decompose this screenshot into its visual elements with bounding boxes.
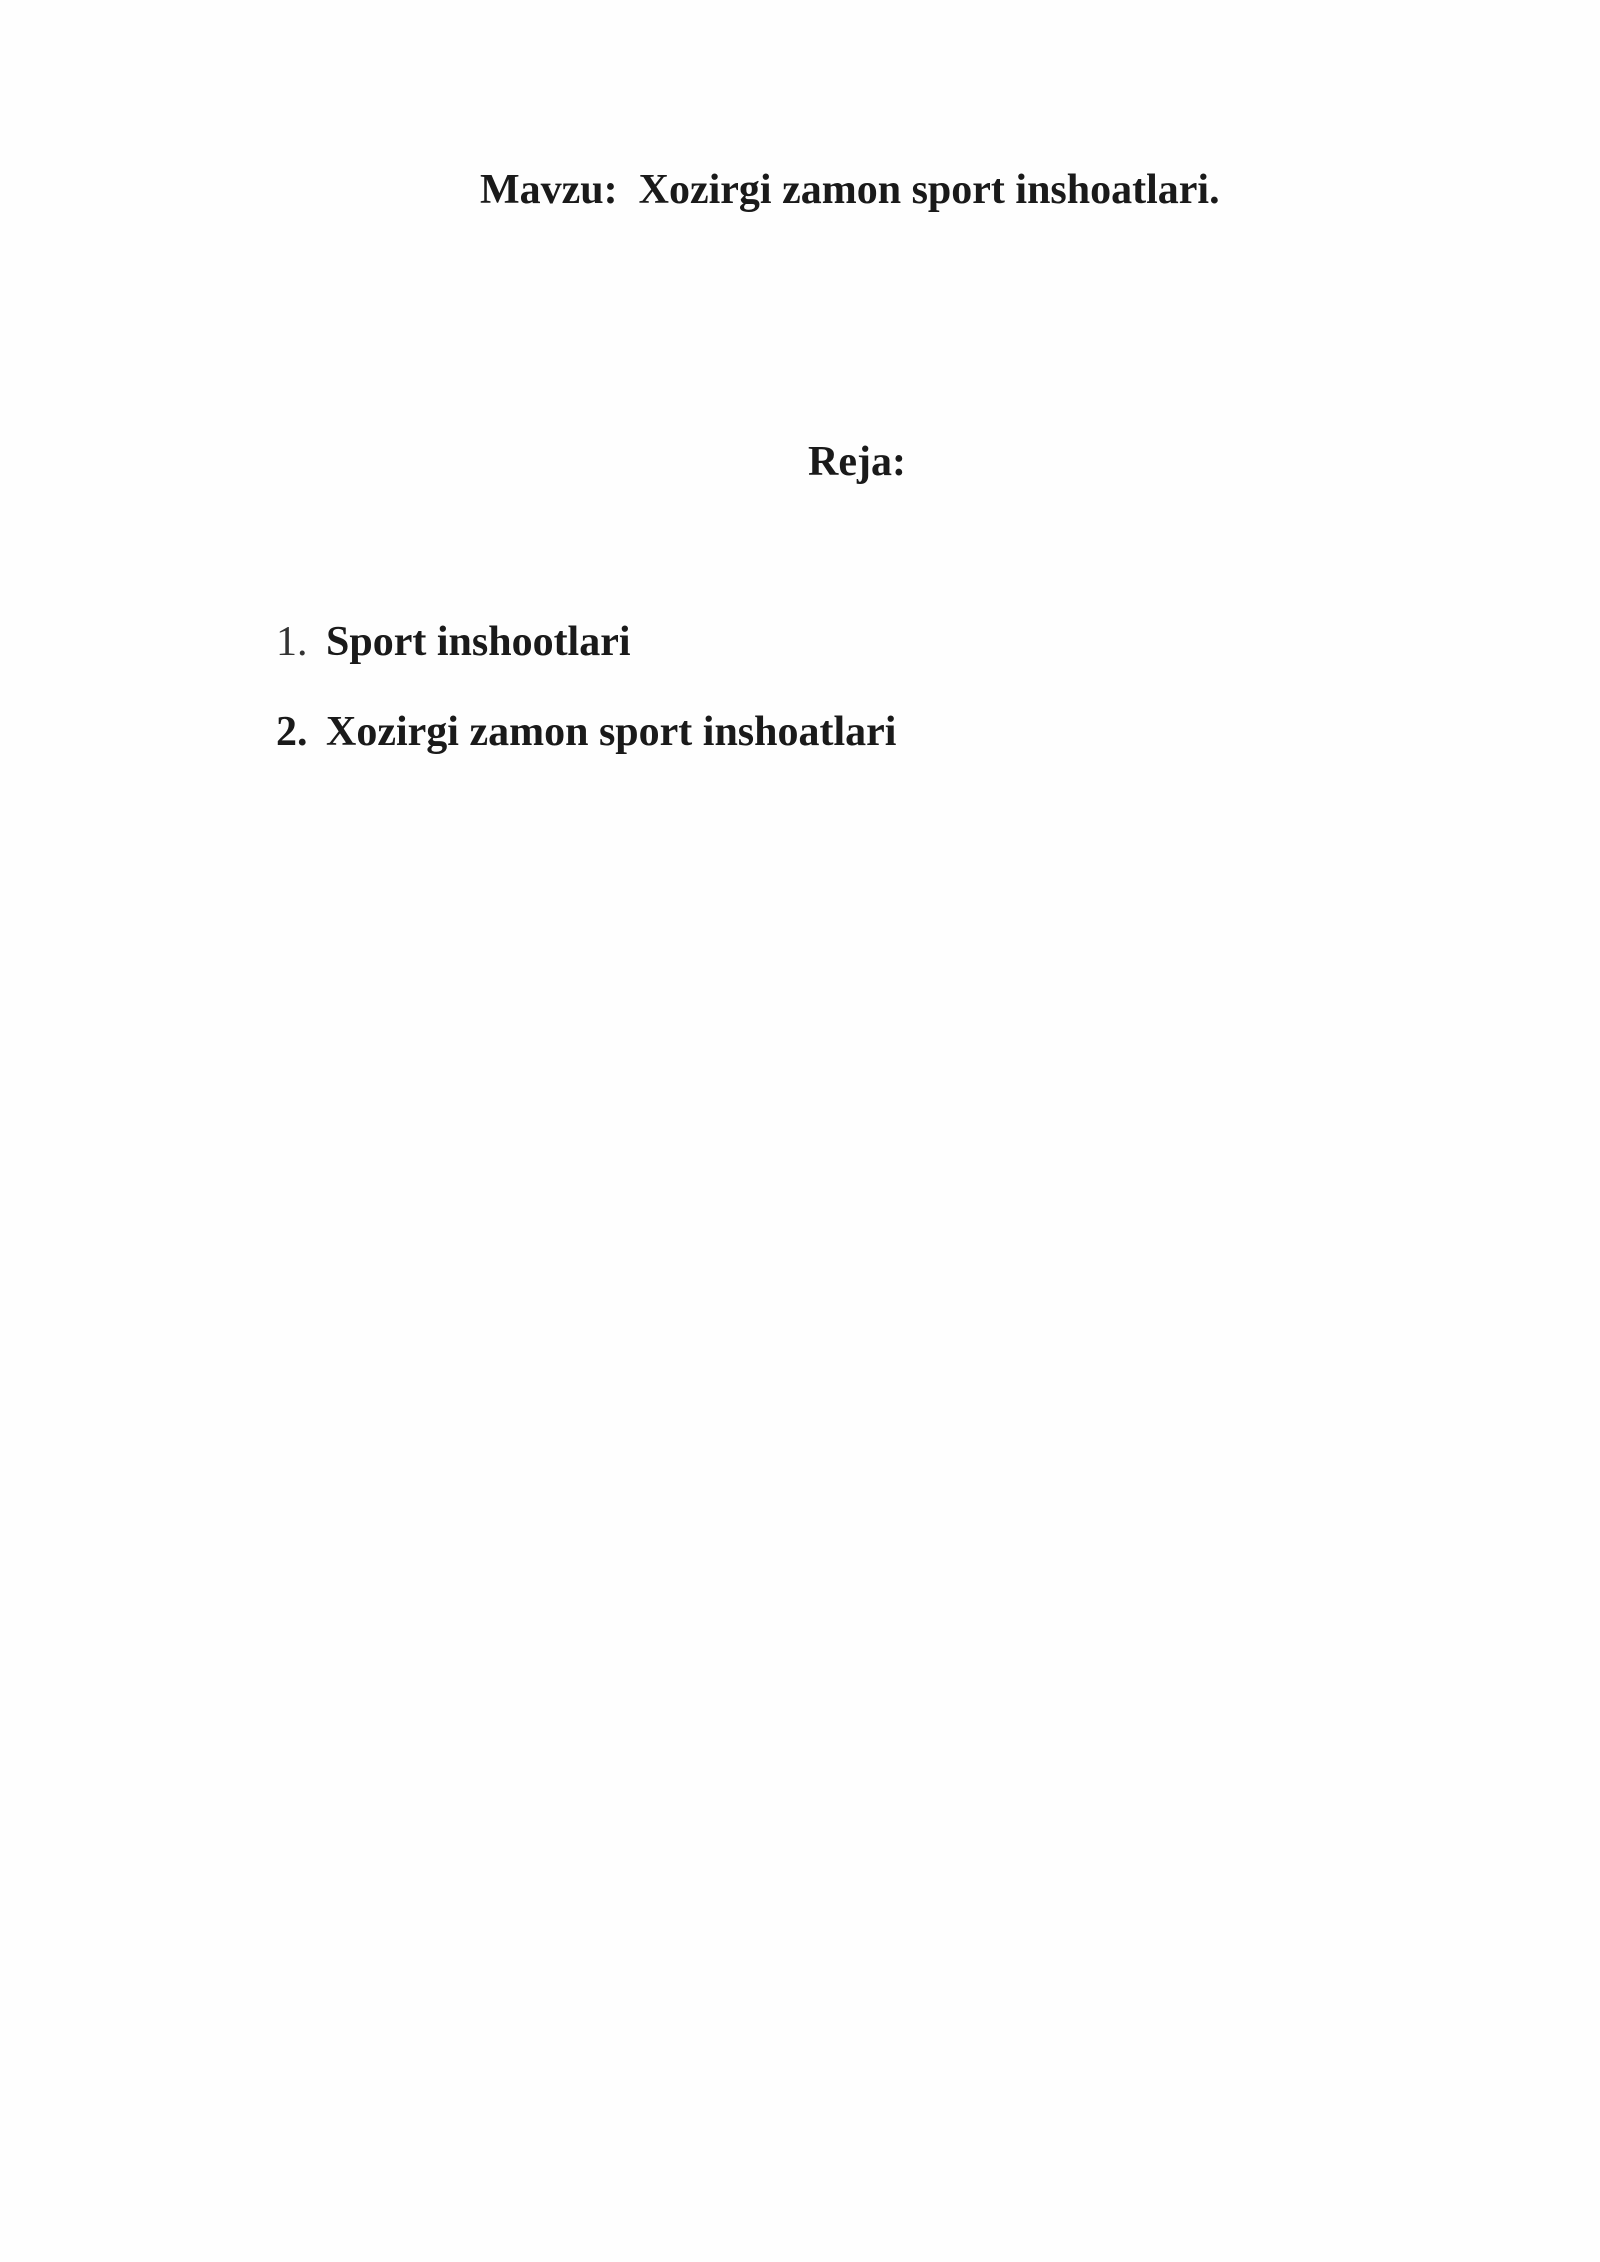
plan-heading: Reja:: [808, 439, 906, 485]
list-item: [276, 708, 896, 756]
list-item-number: 2.: [276, 709, 308, 755]
list-item-number: 1.: [276, 619, 308, 665]
list-item-text: Xozirgi zamon sport inshoatlari: [326, 709, 897, 755]
plan-list: [276, 618, 896, 798]
list-item-text: Sport inshootlari: [326, 619, 631, 665]
list-item: [276, 618, 896, 666]
document-title: Mavzu: Xozirgi zamon sport inshoatlari.: [480, 167, 1220, 213]
